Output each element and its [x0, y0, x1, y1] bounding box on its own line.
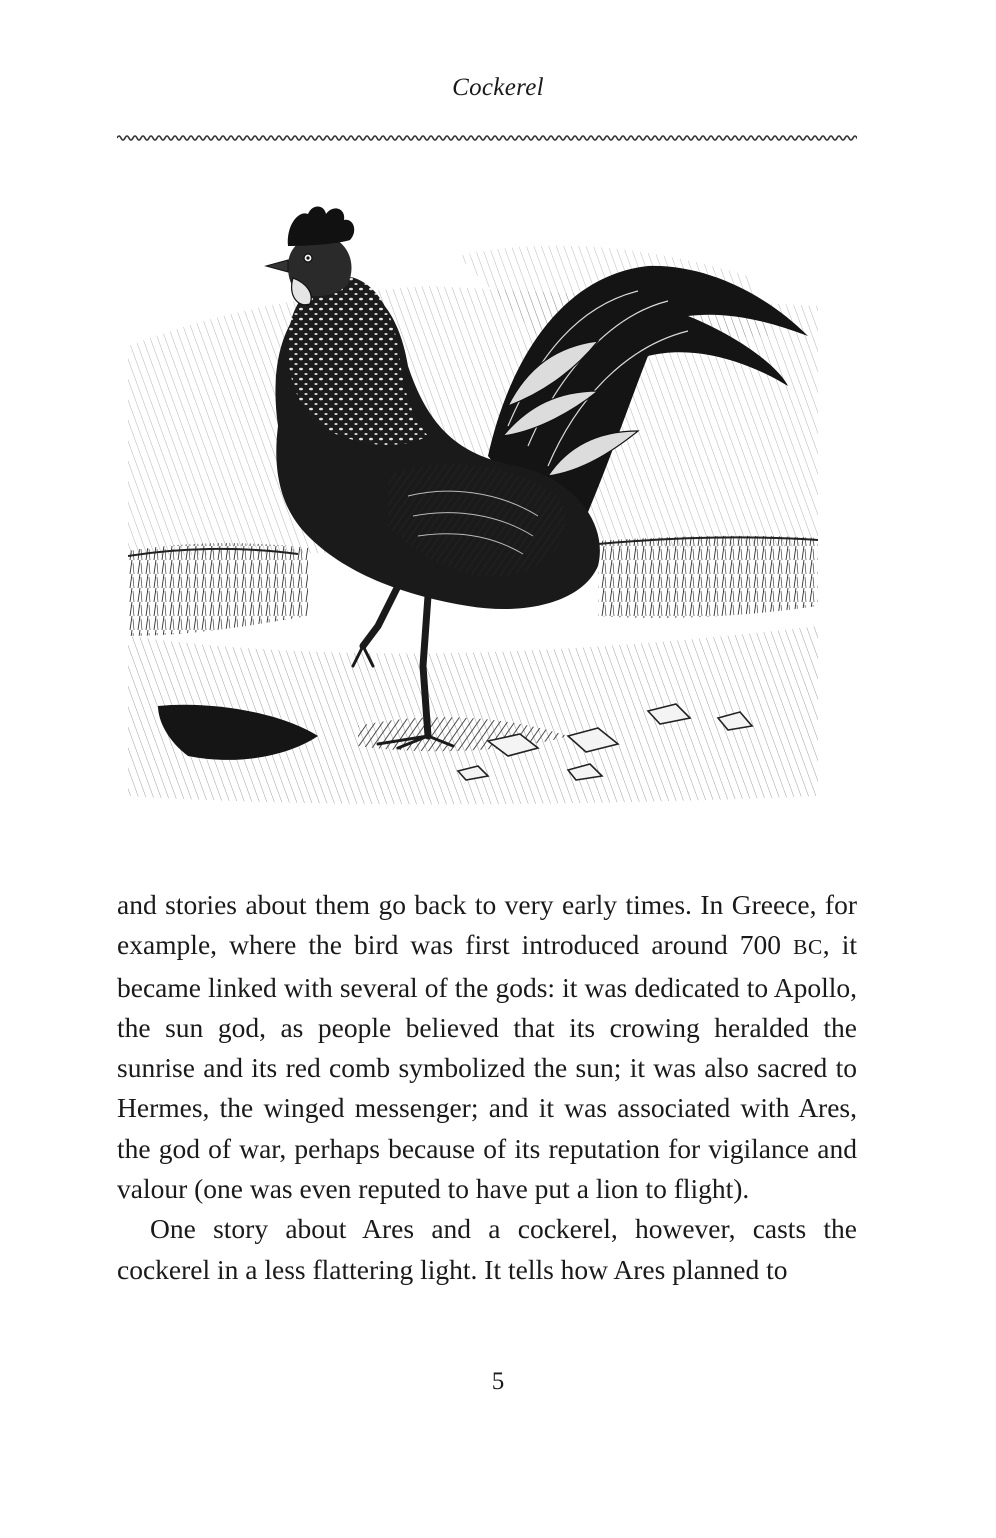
cockerel-engraving: [128, 196, 818, 812]
body-text: [117, 885, 857, 1290]
page-number: 5: [491, 1368, 505, 1395]
era-abbreviation: BC: [793, 935, 823, 960]
rocky-ground: [128, 626, 818, 804]
paragraph-text: , it became linked with several of the gods: it was dedicated to Apollo, the sun god, as people believed that its crowing heralded the sunrise and its red comb symbolized the sun; it was also sacred to Hermes, the winged messenger; and it was associated with Ares, the god of war, perhaps because of its reputation for vigilance and valour (one was even reputed to have put a lion to flight).: [117, 929, 857, 1205]
paragraph: One story about Ares and a cockerel, however, casts the cockerel in a less flattering light. It tells how Ares planned to: [117, 1213, 857, 1285]
paragraph-text: and stories about them go back to very early times. In Greece, for example, where the bird was first introduced around 700: [117, 889, 857, 961]
running-head: Cockerel: [452, 74, 544, 101]
paragraph: [117, 885, 857, 1209]
wavy-divider: [117, 128, 857, 148]
